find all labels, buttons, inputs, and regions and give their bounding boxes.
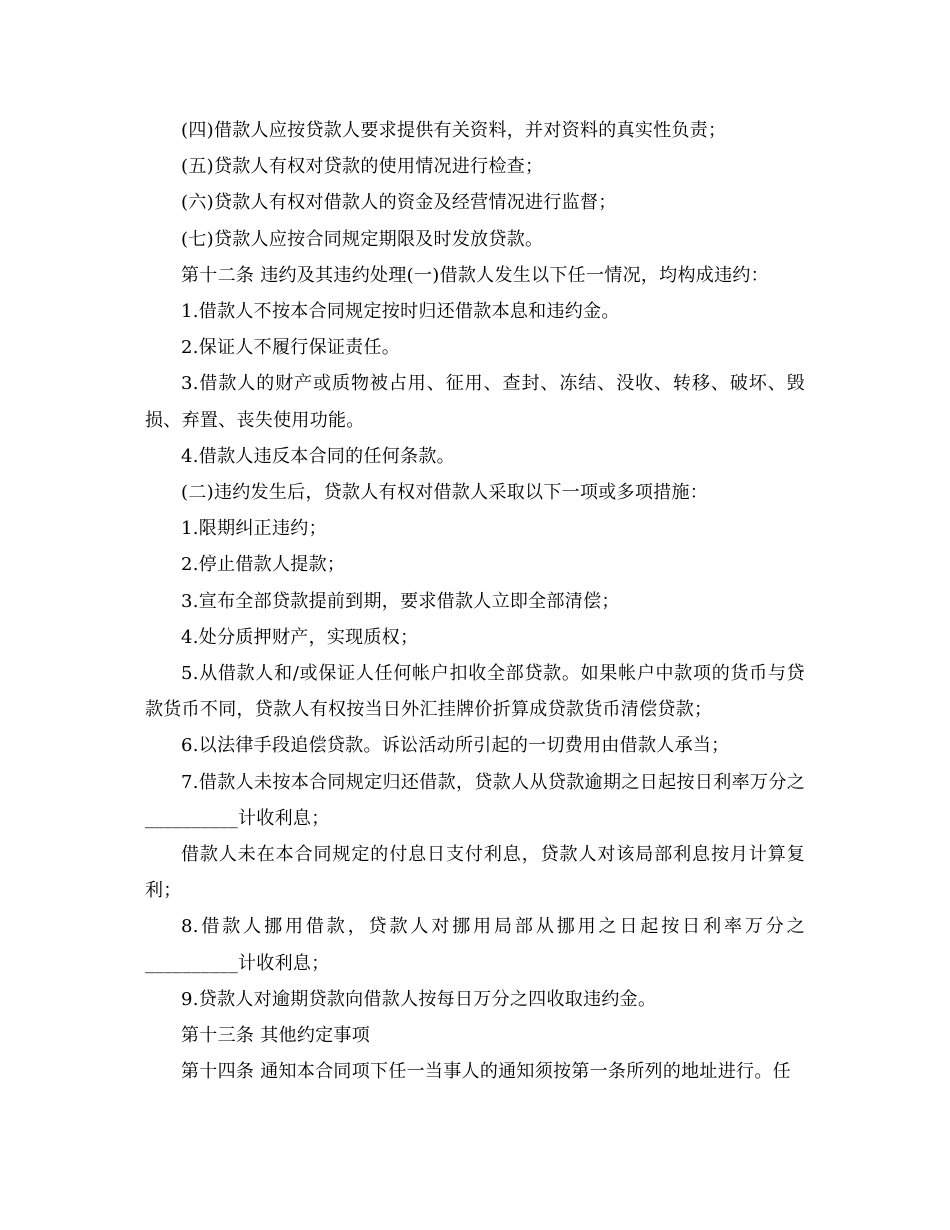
remedy-item-3: 3.宣布全部贷款提前到期，要求借款人立即全部清偿；	[181, 590, 620, 612]
remedy-item-8: 8.借款人挪用借款，贷款人对挪用局部从挪用之日起按日利率万分之__________计收利息；	[145, 916, 805, 974]
default-item-1: 1.借款人不按本合同规定按时归还借款本息和违约金。	[181, 301, 620, 323]
remedy-item-7: 7.借款人未按本合同规定归还借款，贷款人从贷款逾期之日起按日利率万分之__________计收利息；	[145, 771, 805, 829]
default-item-4: 4.借款人违反本合同的任何条款。	[181, 445, 455, 467]
clause-5-lender-inspect-usage: (五)贷款人有权对贷款的使用情况进行检查；	[181, 156, 544, 178]
clause-7-lender-disburse: (七)贷款人应按合同规定期限及时发放贷款。	[181, 228, 544, 250]
remedy-item-5: 5.从借款人和/或保证人任何帐户扣收全部贷款。如果帐户中款项的货币与贷款货币不同，贷款人有权按当日外汇挂牌价折算成贷款货币清偿贷款；	[145, 663, 805, 721]
article-12-heading: 第十二条 违约及其违约处理(一)借款人发生以下任一情况，均构成违约：	[181, 264, 769, 286]
clause-4-borrower-provide-info: (四)借款人应按贷款人要求提供有关资料，并对资料的真实性负责；	[181, 120, 727, 141]
remedy-item-9: 9.贷款人对逾期贷款向借款人按每日万分之四收取违约金。	[181, 988, 657, 1010]
remedy-item-2: 2.停止借款人提款；	[181, 554, 346, 576]
compound-interest-note: 借款人未在本合同规定的付息日支付利息，贷款人对该局部利息按月计算复利；	[145, 844, 805, 902]
remedy-item-6: 6.以法律手段追偿贷款。诉讼活动所引起的一切费用由借款人承当；	[181, 735, 730, 757]
default-item-3: 3.借款人的财产或质物被占用、征用、查封、冻结、没收、转移、破坏、毁损、弃置、丧失使用功能。	[145, 373, 805, 431]
article-13-heading: 第十三条 其他约定事项	[181, 1025, 371, 1047]
remedy-item-1: 1.限期纠正违约；	[181, 518, 327, 540]
document-body	[145, 113, 805, 1090]
default-item-2: 2.保证人不履行保证责任。	[181, 337, 401, 359]
article-14-text: 第十四条 通知本合同项下任一当事人的通知须按第一条所列的地址进行。任	[181, 1061, 791, 1083]
remedy-item-4: 4.处分质押财产，实现质权；	[181, 626, 419, 648]
clause-6-lender-supervise: (六)贷款人有权对借款人的资金及经营情况进行监督；	[181, 192, 617, 214]
remedies-heading: (二)违约发生后，贷款人有权对借款人采取以下一项或多项措施：	[181, 482, 709, 504]
